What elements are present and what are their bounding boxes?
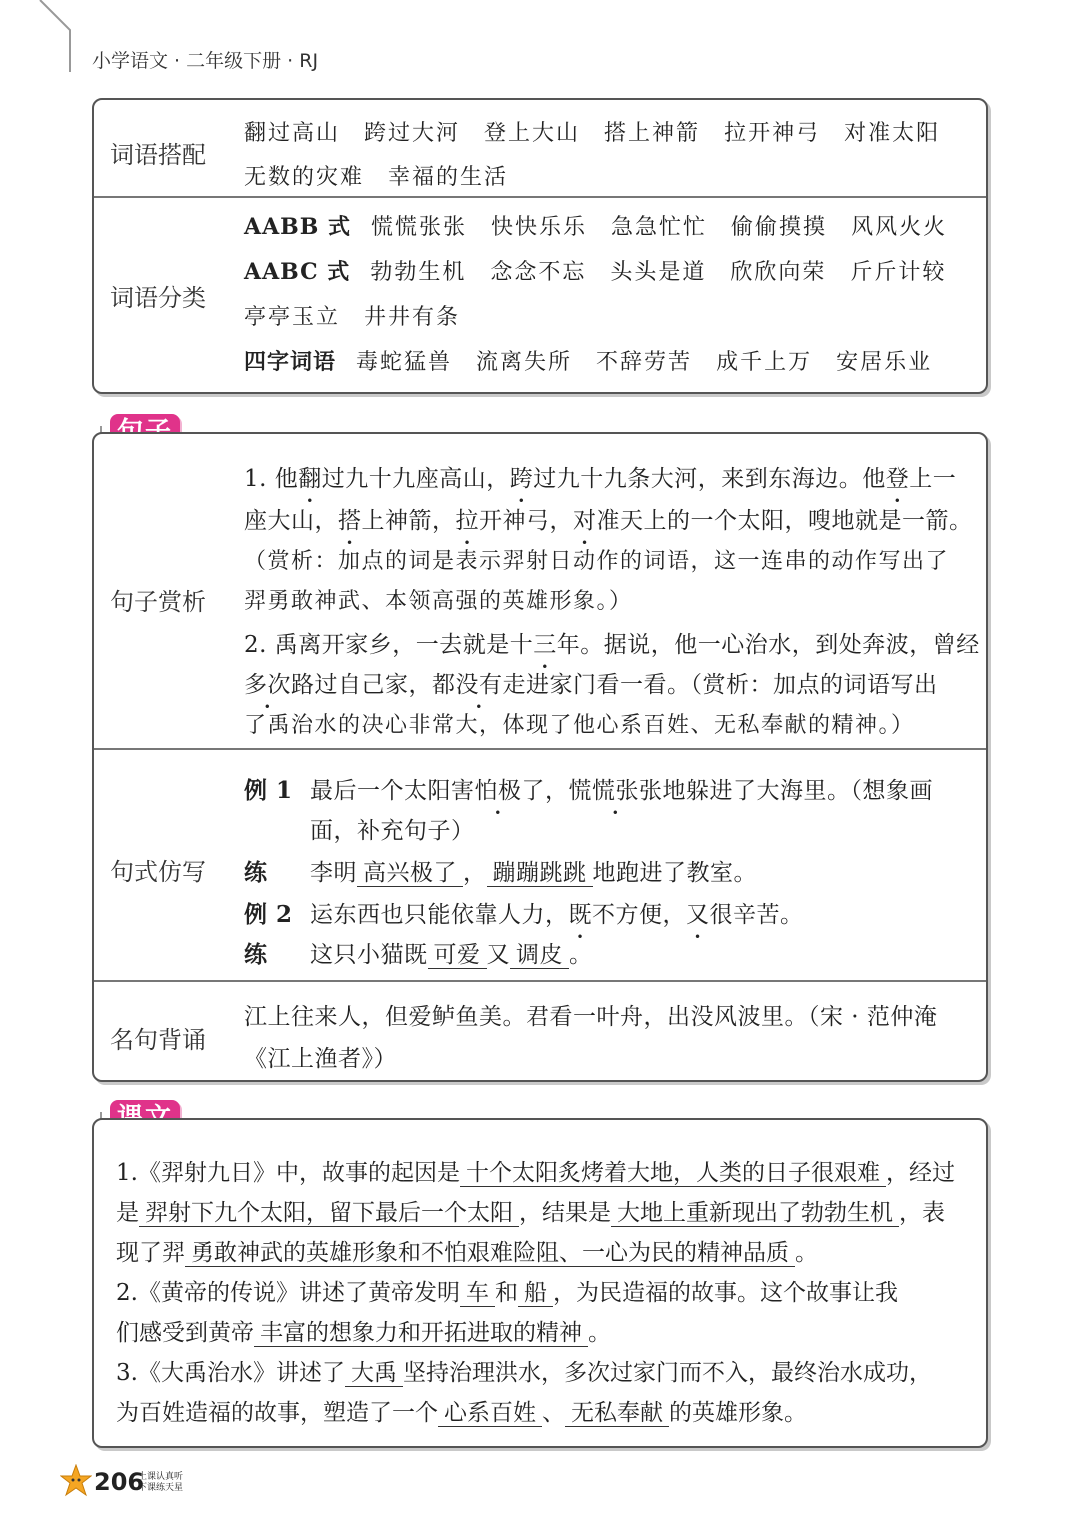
- text: ，为民造福的故事。这个故事让我: [552, 1280, 898, 1306]
- sentences-box: [92, 432, 988, 1082]
- text: 地躲进了大海里。（想象画: [662, 778, 933, 804]
- word: 成千上万: [716, 350, 813, 375]
- word: 急急忙忙: [611, 215, 708, 240]
- word: 慌慌张张: [371, 215, 468, 240]
- answer-blank: 丰富的想象力和开拓进取的精神: [254, 1320, 588, 1347]
- recite-row: [94, 980, 986, 1082]
- practice-1: [244, 854, 757, 887]
- recite-label: 名句背诵: [110, 1026, 206, 1054]
- collocation-line-1: [244, 116, 964, 147]
- corner-decoration: [0, 0, 80, 80]
- text: 。: [795, 1240, 818, 1266]
- dotted-word: 拉: [455, 508, 479, 534]
- word: 登上大山: [484, 121, 581, 146]
- dotted-word: 多次: [244, 672, 291, 698]
- sentence-2-line-3: 了禹治水的决心非常大，体现了他心系百姓、无私奉献的精神。）: [244, 713, 915, 738]
- aabb-tag: AABB 式: [244, 214, 351, 240]
- sentence-2-line-1: [244, 626, 980, 659]
- answer-blank: 十个太阳炙烤着大地，人类的日子很艰难: [460, 1160, 886, 1187]
- text-question-3-line-1: [116, 1354, 932, 1387]
- text: ，: [545, 778, 569, 804]
- pattern-row: [94, 748, 986, 982]
- example-1-line-2: 面，补充句子）: [310, 818, 475, 844]
- dotted-word: 害怕极了: [451, 778, 545, 804]
- text: 过九十九座高山，: [321, 466, 510, 492]
- texts-box: [92, 1118, 988, 1448]
- example-2: [244, 896, 804, 929]
- word: 风风火火: [851, 215, 948, 240]
- sentence-1-analysis-2: 羿勇敢神武、本领高强的英雄形象。）: [244, 589, 633, 614]
- text: ，表: [899, 1200, 945, 1226]
- word: 流离失所: [476, 350, 573, 375]
- classify-label: 词语分类: [110, 284, 206, 312]
- text-question-1-line-3: [116, 1234, 818, 1267]
- word: 搭上神箭: [604, 121, 701, 146]
- aabc-tag: AABC 式: [244, 259, 351, 285]
- word: 亭亭玉立: [244, 305, 341, 330]
- answer-blank: 无私奉献: [565, 1400, 669, 1427]
- answer-blank: 大禹: [345, 1360, 403, 1387]
- star-mascot-icon: [60, 1464, 92, 1498]
- text: 最后一个太阳: [310, 778, 451, 804]
- answer-blank: 羿射下九个太阳，留下最后一个太阳: [139, 1200, 519, 1227]
- text: 很辛苦。: [709, 902, 804, 928]
- appreciation-row: [94, 434, 986, 748]
- word: 偷偷摸摸: [731, 215, 828, 240]
- appreciation-label: 句子赏析: [110, 588, 206, 616]
- slogan-line: 上课认真听: [138, 1472, 184, 1482]
- text: 准天上的一个太阳，嗖地就是一箭。: [596, 508, 973, 534]
- footer-slogan: [138, 1472, 183, 1494]
- text: 又: [486, 942, 510, 968]
- word: 安居乐业: [836, 350, 933, 375]
- word: 念念不忘: [490, 260, 587, 285]
- answer-blank: 心系百姓: [438, 1400, 542, 1427]
- example-tag: 例 2: [244, 901, 293, 928]
- dotted-word: 没有: [455, 672, 503, 698]
- word: 翻过高山: [244, 121, 341, 146]
- answer-blank: 蹦蹦跳跳: [487, 860, 593, 887]
- answer-blank: 调皮: [510, 942, 569, 969]
- four-char-line: [244, 345, 956, 376]
- vocabulary-box: [92, 98, 988, 394]
- aabc-line: [244, 255, 970, 286]
- page-header: 小学语文 · 二年级下册 · RJ: [92, 50, 319, 72]
- answer-blank: 高兴极了: [357, 860, 463, 887]
- text: 上一: [909, 466, 957, 492]
- dotted-word: 对: [573, 508, 597, 534]
- sentence-1-analysis-1: （赏析：加点的词是表示羿射日动作的词语，这一连串的动作写出了: [244, 549, 950, 574]
- text-question-1-line-1: [116, 1154, 955, 1187]
- text: 1. 他: [244, 466, 299, 492]
- text: 们感受到黄帝: [116, 1320, 254, 1346]
- text-question-1-line-2: [116, 1194, 945, 1227]
- four-char-tag: 四字词语: [244, 349, 337, 375]
- text: 上神箭，: [361, 508, 456, 534]
- text: 地跑进了教室。: [592, 860, 757, 886]
- sentence-1-line-2: [244, 502, 973, 535]
- dotted-word: 翻: [298, 466, 322, 492]
- dotted-word: 跨: [509, 466, 534, 492]
- text: 。: [569, 942, 593, 968]
- text-question-2-line-1: [116, 1274, 898, 1307]
- text: 、: [542, 1400, 565, 1426]
- answer-blank: 可爱: [428, 942, 487, 969]
- answer-blank: 大地上重新现出了勃勃生机: [611, 1200, 899, 1227]
- dotted-word: 搭: [338, 508, 362, 534]
- practice-tag: 练: [244, 859, 268, 886]
- word: 头头是道: [610, 260, 707, 285]
- word: 井井有条: [364, 305, 461, 330]
- text: 路过自己家，都: [291, 672, 456, 698]
- practice-tag: 练: [244, 941, 268, 968]
- text: ，: [463, 860, 487, 886]
- text: 过九十九条大河，来到东海边。他: [533, 466, 886, 492]
- text: ，经过: [885, 1160, 955, 1186]
- word: 斤斤计较: [850, 260, 947, 285]
- text: 现了羿: [116, 1240, 185, 1266]
- classify-row: [94, 196, 986, 394]
- word: 勃勃生机: [370, 260, 467, 285]
- sentence-2-line-2: [244, 666, 938, 699]
- word: 跨过大河: [364, 121, 461, 146]
- text: 3.《大禹治水》讲述了: [116, 1360, 345, 1386]
- text: 开神弓，: [479, 508, 573, 534]
- collocation-label: 词语搭配: [110, 141, 206, 169]
- text: ，结果是: [519, 1200, 611, 1226]
- pattern-label: 句式仿写: [110, 858, 206, 886]
- word: 欣欣向荣: [730, 260, 827, 285]
- text: 坚持治理洪水，多次过家门而不入，最终治水成功，: [402, 1360, 932, 1386]
- text: 是: [116, 1200, 139, 1226]
- word: 幸福的生活: [388, 165, 509, 190]
- text-question-2-line-2: [116, 1314, 611, 1347]
- text: 。据说，他一心治水，到处奔波，曾经: [580, 632, 980, 658]
- text: 李明: [310, 860, 357, 886]
- dotted-word: 慌慌张张: [568, 778, 663, 804]
- answer-blank: 勇敢神武的英雄形象和不怕艰难险阻、一心为民的精神品质: [185, 1240, 795, 1267]
- page-number: 206: [94, 1468, 145, 1496]
- word: 不辞劳苦: [596, 350, 693, 375]
- dotted-word: 既: [568, 902, 592, 928]
- text: 。: [588, 1320, 611, 1346]
- text: 2.《黄帝的传说》讲述了黄帝发明: [116, 1280, 460, 1306]
- example-tag: 例 1: [244, 777, 293, 804]
- aabc-line-2: [244, 300, 484, 331]
- aabb-line: [244, 210, 971, 241]
- text: 走进家门看一看。（赏析：加点的词语写出: [502, 672, 938, 698]
- text: 的英雄形象。: [669, 1400, 807, 1426]
- text: 座大山，: [244, 508, 338, 534]
- text: 这只小猫既: [310, 942, 428, 968]
- sentence-1-line-1: [244, 460, 956, 493]
- word: 快快乐乐: [491, 215, 588, 240]
- answer-blank: 船: [518, 1280, 553, 1307]
- text-question-3-line-2: [116, 1394, 807, 1427]
- word: 拉开神弓: [724, 121, 821, 146]
- text: 运东西也只能依靠人力，: [310, 902, 569, 928]
- answer-blank: 车: [460, 1280, 495, 1307]
- slogan-line: 下课练天星: [138, 1483, 184, 1493]
- word: 毒蛇猛兽: [356, 350, 453, 375]
- collocation-line-2: [244, 160, 532, 191]
- text: 1.《羿射九日》中，故事的起因是: [116, 1160, 460, 1186]
- dotted-word: 登: [885, 466, 910, 492]
- example-1: [244, 772, 933, 805]
- text: 和: [494, 1280, 518, 1306]
- text: 不方便，: [592, 902, 686, 928]
- recite-line-1: 江上往来人，但爱鲈鱼美。君看一叶舟，出没风波里。（宋 · 范仲淹: [244, 1004, 938, 1030]
- recite-line-2: 《江上渔者》）: [244, 1046, 397, 1072]
- dotted-word: 又: [686, 902, 710, 928]
- word: 对准太阳: [844, 121, 941, 146]
- collocation-row: [94, 100, 986, 196]
- dotted-word: 十三年: [509, 632, 581, 658]
- practice-2: [244, 936, 593, 969]
- word: 无数的灾难: [244, 165, 365, 190]
- text: 为百姓造福的故事，塑造了一个: [116, 1400, 438, 1426]
- text: 2. 禹离开家乡，一去就是: [244, 632, 510, 658]
